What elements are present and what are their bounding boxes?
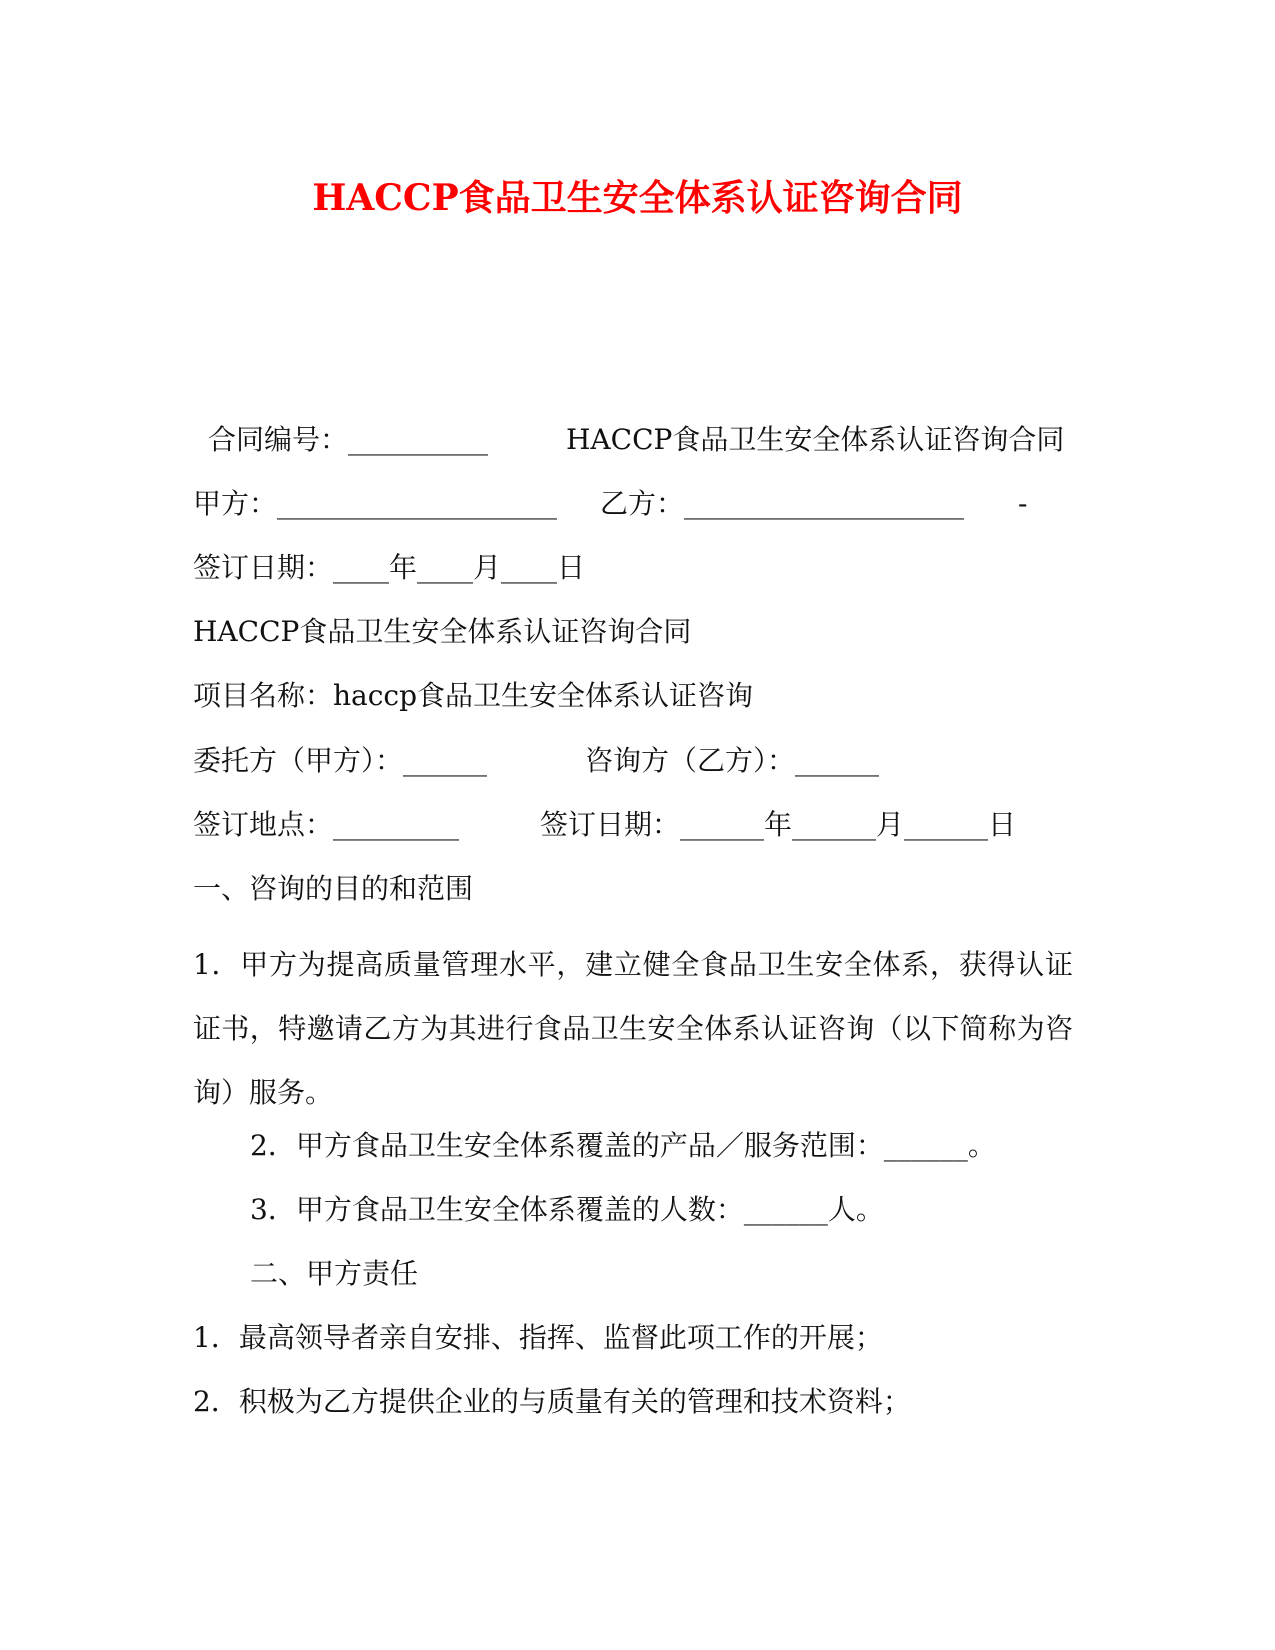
section-1-item-2: 2．甲方食品卫生安全体系覆盖的产品／服务范围：______。 <box>250 1129 996 1162</box>
section-1-item-3: 3．甲方食品卫生安全体系覆盖的人数：______人。 <box>250 1193 884 1226</box>
signing-place-field: 签订地点：_________ <box>193 808 460 841</box>
contract-heading: HACCP食品卫生安全体系认证咨询合同 <box>193 615 692 648</box>
contract-number-field: 合同编号：__________ <box>208 423 489 456</box>
section-1-item-1: 1．甲方为提高质量管理水平，建立健全食品卫生安全体系，获得认证证书，特邀请乙方为其进行食品卫生安全体系认证咨询（以下简称为咨询）服务。 <box>193 948 1073 1109</box>
client-field: 委托方（甲方）：______ <box>193 744 488 777</box>
document-title: HACCP食品卫生安全体系认证咨询合同 <box>312 177 963 219</box>
signing-date-field-2: 签订日期：______年______月______日 <box>540 808 1017 841</box>
section-1-heading: 一、咨询的目的和范围 <box>193 872 474 905</box>
section-2-item-2: 2．积极为乙方提供企业的与质量有关的管理和技术资料； <box>193 1385 911 1418</box>
consultant-field: 咨询方（乙方）：______ <box>585 744 880 777</box>
project-name: 项目名称：haccp食品卫生安全体系认证咨询 <box>193 679 754 712</box>
party-b-field: 乙方：____________________ <box>600 487 965 520</box>
party-a-field: 甲方：____________________ <box>193 487 558 520</box>
signing-date-field: 签订日期：____年____月____日 <box>193 551 586 584</box>
contract-name: HACCP食品卫生安全体系认证咨询合同 <box>566 423 1065 456</box>
dash-mark: - <box>1018 487 1028 520</box>
section-2-heading: 二、甲方责任 <box>250 1257 419 1290</box>
section-2-item-1: 1．最高领导者亲自安排、指挥、监督此项工作的开展； <box>193 1321 883 1354</box>
